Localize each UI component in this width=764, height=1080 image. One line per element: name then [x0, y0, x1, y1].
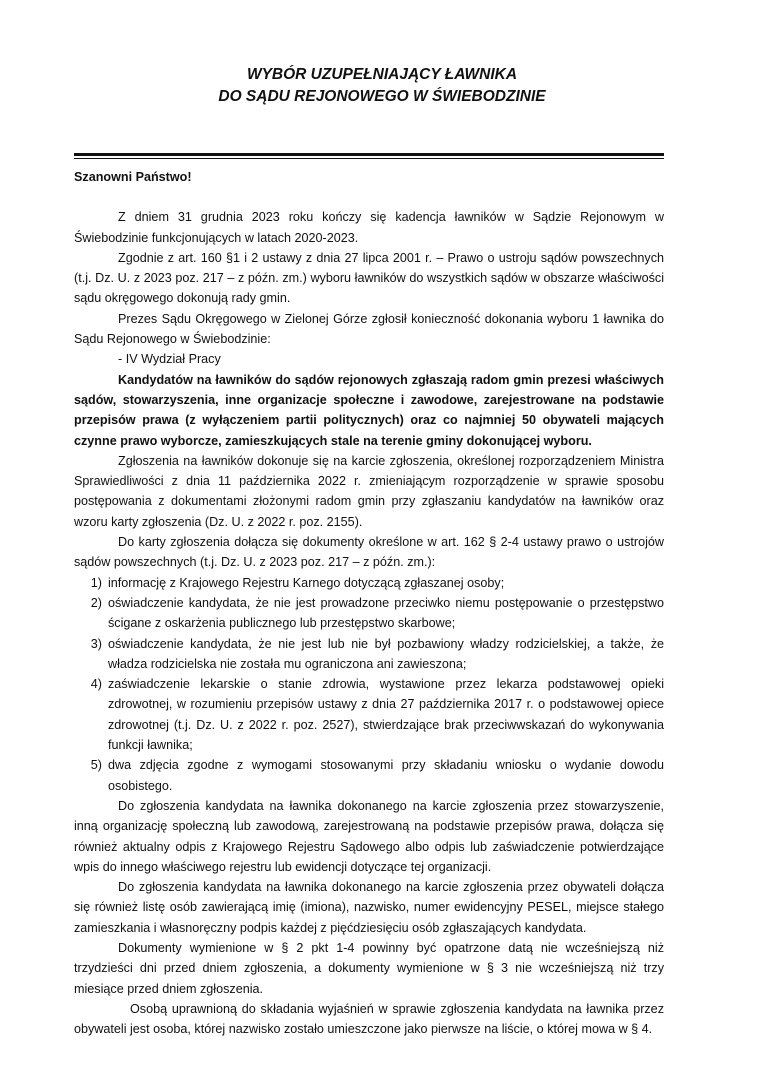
header-divider [74, 153, 664, 159]
list-item-text: informację z Krajowego Rejestru Karnego dotyczącą zgłaszanej osoby; [108, 575, 505, 590]
salutation: Szanowni Państwo! [74, 170, 192, 184]
department-line: - IV Wydział Pracy [118, 352, 221, 367]
paragraph-president-request: Prezes Sądu Okręgowego w Zielonej Górze zgłosił konieczność dokonania wyboru 1 ławnika do Sądu Rejonowego w Świebodzinie: [74, 311, 664, 347]
list-item [74, 573, 664, 593]
document-body [74, 167, 664, 1039]
list-item [74, 634, 664, 675]
paragraph-document-dates: Dokumenty wymienione w § 2 pkt 1-4 powinny być opatrzone datą nie wcześniejszą niż trzydzieści dni przed dniem zgłoszenia, a dokumenty wymienione w § 3 nie wcześniejszą niż trzy miesiące przed dniem zgłoszenia. [74, 940, 664, 996]
list-item-number: 5) [90, 758, 102, 773]
list-item-text: zaświadczenie lekarskie o stanie zdrowia, wystawione przez lekarza podstawowej opieki zdrowotnej, w rozumieniu przepisów ustawy z dnia 27 października 2017 r. o podstawowej opiece zdrowotnej (t.j. Dz. U. z 2022 r. poz. 2527), stwierdzające brak przeciwwskazań do wykonywania funkcji ławnika; [108, 677, 664, 753]
list-item-number: 4) [90, 677, 102, 692]
title-line-2: DO SĄDU REJONOWEGO W ŚWIEBODZINIE [218, 88, 546, 105]
paragraph-authorized-person: Osobą uprawnioną do składania wyjaśnień w sprawie zgłoszenia kandydata na ławnika przez obywateli jest osoba, której nazwisko zostało umieszczone jako pierwsze na liście, o której mowa w § 4. [74, 1001, 664, 1037]
required-documents-list [74, 573, 664, 796]
list-item [74, 674, 664, 755]
paragraph-legal-basis: Zgodnie z art. 160 §1 i 2 ustawy z dnia 27 lipca 2001 r. – Prawo o ustroju sądów powszechnych (t.j. Dz. U. z 2023 poz. 217 – z późn. zm.) wyboru ławników do wszystkich sądów w obszarze właściwości sądu okręgowego dokonują rady gmin. [74, 250, 664, 306]
paragraph-term-end: Z dniem 31 grudnia 2023 roku kończy się kadencja ławników w Sądzie Rejonowym w Świebodzinie funkcjonujących w latach 2020-2023. [74, 210, 664, 245]
page-title [0, 64, 764, 108]
paragraph-candidates-bold: Kandydatów na ławników do sądów rejonowych zgłaszają radom gmin prezesi właściwych sądów, stowarzyszenia, inne organizacje społeczne i zawodowe, zarejestrowane na podstawie przepisów prawa (z wyłączeniem partii politycznych) oraz co najmniej 50 obywateli mających czynne prawo wyborcze, zamieszkujących stale na terenie gminy dokonującej wyboru. [74, 372, 664, 448]
list-item [74, 593, 664, 634]
paragraph-required-documents: Do karty zgłoszenia dołącza się dokumenty określone w art. 162 § 2-4 ustawy prawo o ustrojów sądów powszechnych (t.j. Dz. U. z 2023 poz. 217 – z późn. zm.): [74, 535, 664, 570]
paragraph-citizens-list: Do zgłoszenia kandydata na ławnika dokonanego na karcie zgłoszenia przez obywateli dołącza się również listę osób zawierającą imię (imiona), nazwisko, numer ewidencyjny PESEL, miejsce stałego zamieszkania i własnoręczny podpis każdej z pięćdziesięciu osób zgłaszających kandydata. [74, 880, 664, 935]
list-item-number: 3) [90, 636, 102, 651]
title-line-1: WYBÓR UZUPEŁNIAJĄCY ŁAWNIKA [246, 66, 518, 83]
list-item-text: dwa zdjęcia zgodne z wymogami stosowanymi przy składaniu wniosku o wydanie dowodu osobistego. [108, 758, 664, 793]
list-item-text: oświadczenie kandydata, że nie jest prowadzone przeciwko niemu postępowanie o przestępstwo ścigane z oskarżenia publicznego lub przestępstwo skarbowe; [108, 595, 664, 631]
list-item-text: oświadczenie kandydata, że nie jest lub nie był pozbawiony władzy rodzicielskiej, a także, że władza rodzicielska nie została mu ograniczona ani zawieszona; [108, 636, 664, 671]
paragraph-organization-attachment: Do zgłoszenia kandydata na ławnika dokonanego na karcie zgłoszenia przez stowarzyszenie, inną organizację społeczną lub zawodową, zarejestrowaną na podstawie przepisów prawa, dołącza się również aktualny odpis z Krajowego Rejestru Sądowego albo odpis lub zaświadczenie potwierdzające wpis do innego właściwego rejestru lub ewidencji dotyczące tej organizacji. [74, 798, 664, 874]
list-item-number: 1) [90, 575, 102, 590]
list-item-number: 2) [90, 595, 102, 610]
paragraph-application-card: Zgłoszenia na ławników dokonuje się na karcie zgłoszenia, określonej rozporządzeniem Ministra Sprawiedliwości z dnia 11 października 2022 r. zmieniającym rozporządzenie w sprawie sposobu postępowania z dokumentami złożonymi radom gmin przy zgłaszaniu kandydatów na ławników oraz wzoru karty zgłoszenia (Dz. U. z 2022 r. poz. 2155). [74, 453, 664, 529]
list-item [74, 755, 664, 796]
